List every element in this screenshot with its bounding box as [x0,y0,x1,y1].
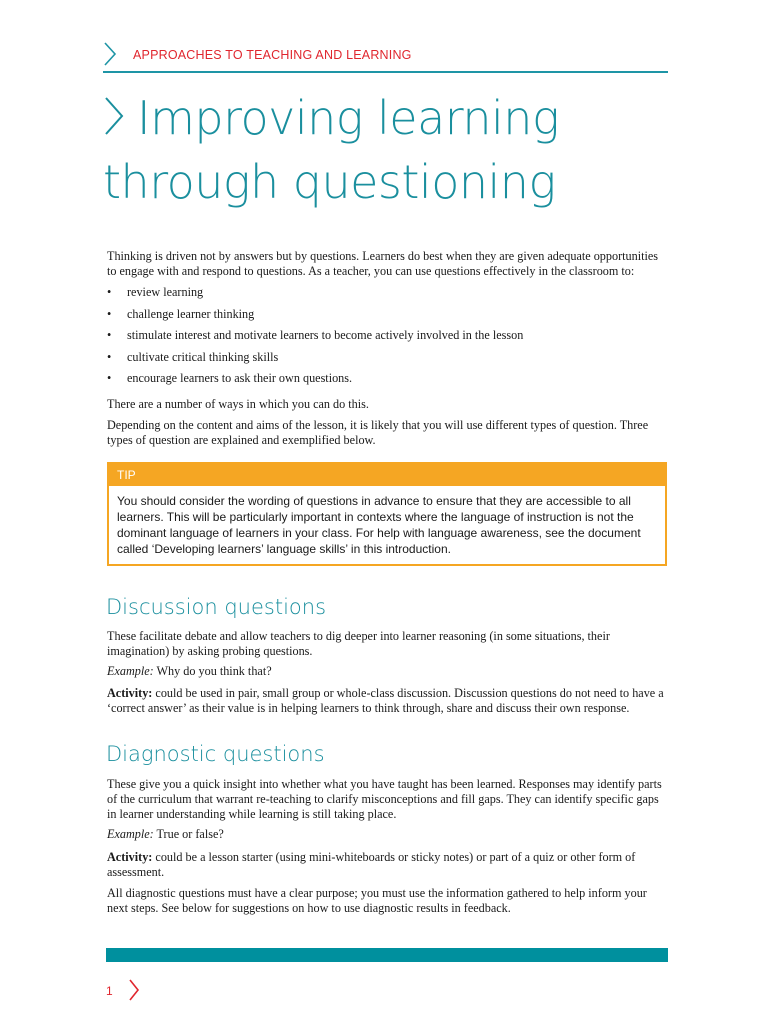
discussion-activity: Activity: could be used in pair, small group or whole-class discussion. Discussion questions do not need to have a ‘correct answer’ as their value is in helping learners to think through, share and discuss their own response. [107,686,664,715]
intro-after-paragraph-1: There are a number of ways in which you can do this. [107,397,369,411]
title-line-1: Improving learning [137,91,560,145]
tip-label: TIP [109,464,665,486]
section-label: APPROACHES TO TEACHING AND LEARNING [133,48,412,62]
list-item: • stimulate interest and motivate learners to become actively involved in the lesson [107,328,524,342]
bullet-icon: • [107,349,112,364]
discussion-heading: Discussion questions [106,595,327,619]
chevron-right-icon [103,42,117,71]
bullet-icon: • [107,285,112,299]
header-rule [103,71,668,73]
next-page-chevron-icon [128,979,140,1006]
list-item: • encourage learners to ask their own questions. [107,371,353,385]
page-title [103,86,703,214]
tip-box [107,462,667,566]
diagnostic-example: Example: True or false? [107,827,224,841]
discussion-example: Example: Why do you think that? [107,664,272,678]
running-header [103,40,668,74]
title-line-2: through questioning [103,155,556,209]
tip-text: You should consider the wording of questions in advance to ensure that they are accessible to all learners. This will be particularly important in contexts where the language of instruction is not the dominant language of learners in your class. For help with language awareness, see the document called ‘Developing learners’ language skills’ in this introduction. [117,494,641,556]
bullet-icon: • [107,371,112,385]
bullet-icon: • [107,328,112,342]
list-item: • challenge learner thinking [107,306,255,321]
diagnostic-closing: All diagnostic questions must have a clear purpose; you must use the information gathered to help inform your next steps. See below for suggestions on how to use diagnostic results in feedback. [107,886,647,915]
bullet-icon: • [107,306,112,321]
list-item: • cultivate critical thinking skills [107,349,279,364]
intro-after-paragraph-2: Depending on the content and aims of the lesson, it is likely that you will use different types of question. Three types of question are explained and exemplified below. [107,418,649,447]
list-item: • review learning [107,285,204,299]
intro-paragraph: Thinking is driven not by answers but by questions. Learners do best when they are given adequate opportunities to engage with and respond to questions. As a teacher, you can use questions effectively in the classroom to: [107,249,659,278]
intro-bullet-list [107,285,667,393]
discussion-paragraph: These facilitate debate and allow teachers to dig deeper into learner reasoning (in some situations, their imagination) by asking probing questions. [107,629,610,658]
diagnostic-paragraph: These give you a quick insight into whether what you have taught has been learned. Responses may identify parts of the curriculum that warrant re-teaching to clarify misconceptions and fill gaps. They can identify specific gaps in learner understanding while learning is still taking place. [107,777,662,821]
diagnostic-activity: Activity: could be a lesson starter (using mini-whiteboards or sticky notes) or part of a quiz or other form of assessment. [107,850,636,879]
footer-bar [106,948,668,962]
title-chevron-icon [103,86,137,150]
page-number: 1 [106,984,113,998]
diagnostic-heading: Diagnostic questions [106,742,325,766]
